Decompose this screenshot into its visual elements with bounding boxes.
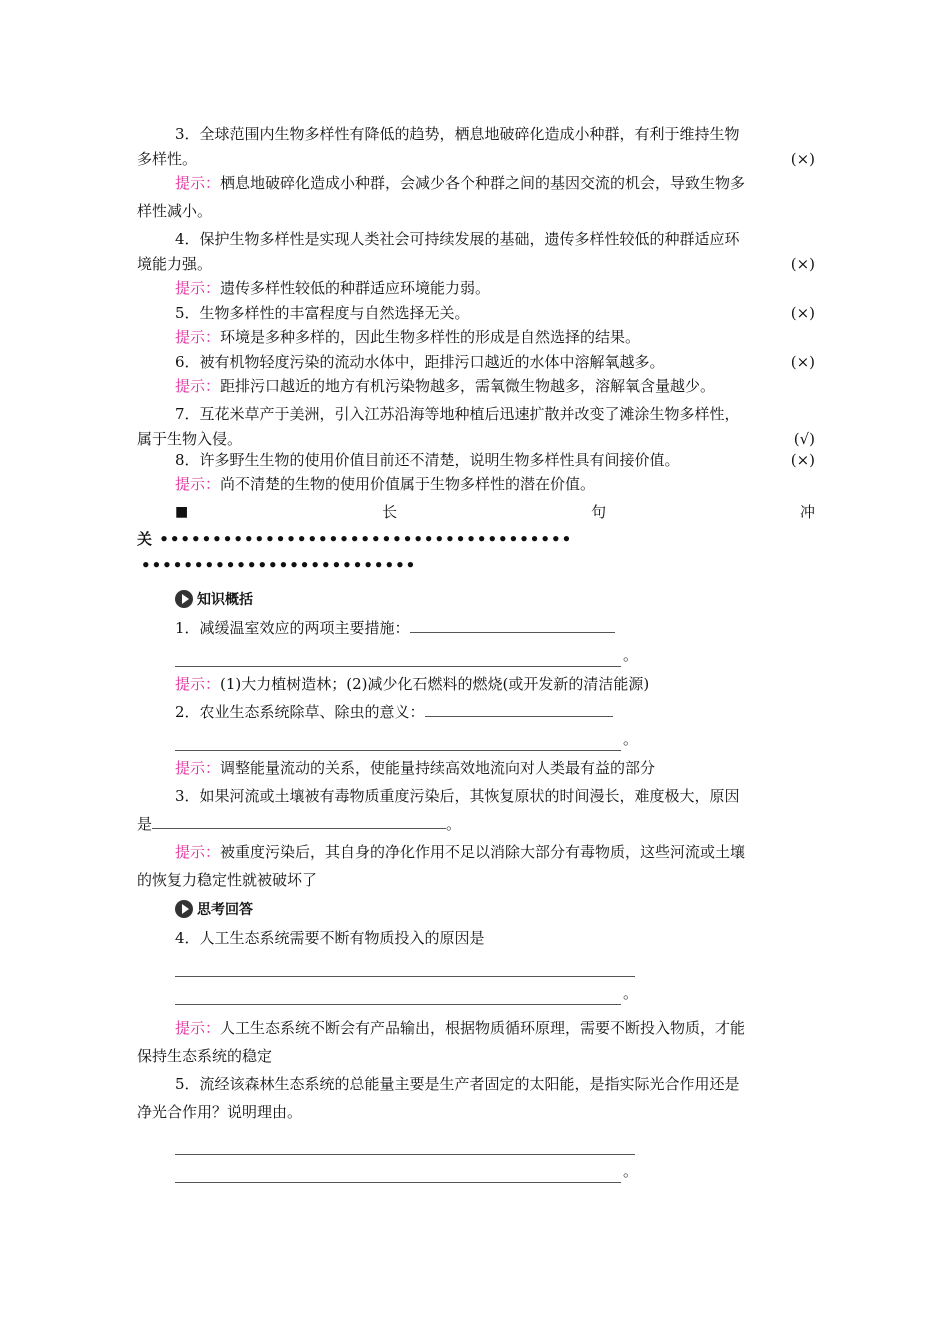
judgement-mark: (√)	[793, 430, 815, 448]
statement-8	[137, 449, 815, 470]
answer-blank[interactable]	[175, 960, 635, 977]
statement-text: 属于生物入侵。	[137, 430, 243, 448]
judgement-mark: (×)	[790, 150, 815, 168]
statement-4-line2	[137, 253, 815, 274]
hint-text: 距排污口越近的地方有机污染物越多，需氧微生物越多，溶解氧含量越少。	[220, 377, 716, 395]
answer-blank[interactable]	[175, 1166, 621, 1183]
period: 。	[623, 1162, 639, 1180]
statement-5	[137, 302, 815, 323]
statement-4-line1: 4．保护生物多样性是实现人类社会可持续发展的基础，遗传多样性较低的种群适应环	[175, 230, 740, 248]
answer-line	[175, 642, 815, 670]
hint-q1	[137, 670, 815, 698]
hint-q3	[137, 838, 815, 866]
answer-blank[interactable]	[175, 1138, 635, 1155]
hint-q4-line2: 保持生态系统的稳定	[137, 1047, 273, 1065]
hint-8	[137, 470, 815, 498]
statement-7-line2	[137, 428, 815, 449]
question-4: 4．人工生态系统需要不断有物质投入的原因是	[175, 929, 485, 947]
hint-q2	[137, 754, 815, 782]
hint-3-line2: 样性减小。	[137, 202, 213, 220]
hint-3	[137, 169, 815, 197]
emphasis-dots-row1	[137, 526, 815, 552]
answer-blank[interactable]	[425, 700, 613, 717]
statement-7-line1: 7．互花米草产于美洲，引入江苏沿海等地种植后迅速扩散并改变了滩涂生物多样性，	[175, 405, 740, 423]
square-bullet-icon: ■	[175, 504, 189, 520]
emphasis-dots-row2: ••••••••••••••••••••••••••	[141, 556, 417, 574]
section-heading-thinking	[137, 894, 815, 924]
statement-text: 多样性。	[137, 150, 198, 168]
section-heading-summary	[137, 584, 815, 614]
hint-label: 提示：	[175, 759, 221, 777]
statement-text: 5．生物多样性的丰富程度与自然选择无关。	[175, 304, 470, 322]
section-heading-text: 思考回答	[197, 902, 253, 918]
period: 。	[623, 984, 639, 1002]
question-2	[137, 698, 815, 726]
question-5-line1: 5．流经该森林生态系统的总能量主要是生产者固定的太阳能，是指实际光合作用还是	[175, 1075, 740, 1093]
period: 。	[446, 815, 462, 833]
answer-line	[175, 726, 815, 754]
hint-text: (1)大力植树造林；(2)减少化石燃料的燃烧(或开发新的清洁能源)	[220, 675, 650, 693]
statement-3-line2	[137, 148, 815, 169]
hint-text: 调整能量流动的关系，使能量持续高效地流向对人类最有益的部分	[220, 759, 656, 777]
question-3-line2	[137, 810, 815, 838]
question-text: 是	[137, 815, 153, 833]
judgement-mark: (×)	[790, 304, 815, 322]
question-1	[137, 614, 815, 642]
question-5-line2: 净光合作用？说明理由。	[137, 1103, 303, 1121]
hint-text: 环境是多种多样的，因此生物多样性的形成是自然选择的结果。	[220, 328, 641, 346]
answer-blank[interactable]	[175, 650, 621, 667]
hint-q3-line2: 的恢复力稳定性就被破坏了	[137, 871, 318, 889]
dot-leader: •••••••••••••••••••••••••••••••••••••••	[159, 530, 573, 548]
hint-label: 提示：	[175, 1019, 221, 1037]
statement-text: 8．许多野生生物的使用价值目前还不清楚，说明生物多样性具有间接价值。	[175, 451, 680, 469]
hint-label: 提示：	[175, 843, 221, 861]
answer-blank[interactable]	[152, 812, 446, 829]
play-circle-icon	[175, 900, 193, 918]
section-title-row	[137, 498, 815, 526]
question-text: 1．减缓温室效应的两项主要措施：	[175, 619, 410, 637]
answer-blank[interactable]	[175, 734, 621, 751]
question-text: 2．农业生态系统除草、除虫的意义：	[175, 703, 425, 721]
answer-blank[interactable]	[410, 616, 615, 633]
statement-text: 境能力强。	[137, 255, 213, 273]
hint-4	[137, 274, 815, 302]
hint-label: 提示：	[175, 279, 221, 297]
hint-text: 被重度污染后，其自身的净化作用不足以消除大部分有毒物质，这些河流或土壤	[220, 843, 746, 861]
statement-text: 6．被有机物轻度污染的流动水体中，距排污口越近的水体中溶解氧越多。	[175, 353, 665, 371]
document-body	[137, 120, 815, 1186]
judgement-mark: (×)	[790, 353, 815, 371]
answer-line	[175, 1130, 815, 1158]
hint-label: 提示：	[175, 675, 221, 693]
hint-6	[137, 372, 815, 400]
hint-text: 遗传多样性较低的种群适应环境能力弱。	[220, 279, 491, 297]
period: 。	[623, 646, 639, 664]
statement-3-line1: 3．全球范围内生物多样性有降低的趋势，栖息地破碎化造成小种群，有利于维持生物	[175, 125, 740, 143]
hint-label: 提示：	[175, 475, 221, 493]
judgement-mark: (×)	[790, 451, 815, 469]
title-char: 冲	[799, 503, 815, 521]
section-heading-text: 知识概括	[197, 592, 253, 608]
judgement-mark: (×)	[790, 255, 815, 273]
hint-text: 人工生态系统不断会有产品输出，根据物质循环原理，需要不断投入物质，才能	[220, 1019, 746, 1037]
answer-line	[175, 980, 815, 1008]
play-circle-icon	[175, 590, 193, 608]
answer-line	[175, 1158, 815, 1186]
period: 。	[623, 730, 639, 748]
hint-q4	[137, 1014, 815, 1042]
answer-blank[interactable]	[175, 988, 621, 1005]
title-char: 关	[137, 530, 154, 548]
hint-label: 提示：	[175, 377, 221, 395]
statement-6	[137, 351, 815, 372]
title-char: 句	[591, 503, 607, 521]
hint-5	[137, 323, 815, 351]
hint-label: 提示：	[175, 174, 221, 192]
hint-label: 提示：	[175, 328, 221, 346]
answer-line	[175, 952, 815, 980]
title-char: 长	[382, 503, 398, 521]
hint-text: 栖息地破碎化造成小种群，会减少各个种群之间的基因交流的机会，导致生物多	[220, 174, 746, 192]
hint-text: 尚不清楚的生物的使用价值属于生物多样性的潜在价值。	[220, 475, 596, 493]
question-3-line1: 3．如果河流或土壤被有毒物质重度污染后，其恢复原状的时间漫长，难度极大，原因	[175, 787, 740, 805]
